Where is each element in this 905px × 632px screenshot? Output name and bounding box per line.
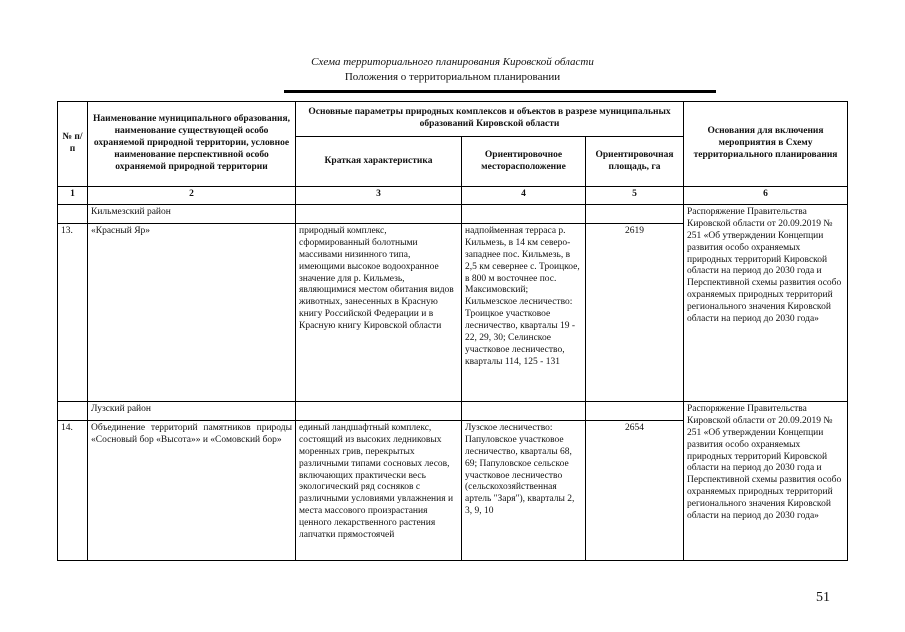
header-rule	[284, 90, 716, 93]
col-num-1: 1	[58, 187, 88, 205]
row-location: надпойменная терраса р. Кильмезь, в 14 км северо-западнее пос. Кильмезь, в 2,5 км севернее с. Троицкое, в 800 м восточнее пос. Максимовский; Кильмезское лесничество: Троицкое участковое лесничество, кварталы 19 - 22, 29, 30; Селинское участковое лесничество, кварталы 114, 125 - 131	[462, 224, 586, 402]
district-name: Лузский район	[88, 402, 296, 421]
col-num-4: 4	[462, 187, 586, 205]
head-location: Ориентировочное месторасположение	[462, 137, 586, 187]
row-number: 13.	[58, 224, 88, 402]
basis-cell: Распоряжение Правительства Кировской области от 20.09.2019 № 251 «Об утверждении Концепции развития особо охраняемых природных территорий Кировской области на период до 2030 года и Перспективной схемы развития особо охраняемых природных территорий регионального значения Кировской области на период до 2030 года»	[684, 402, 848, 561]
row-name: Объединение территорий памятников природы «Сосновый бор «Высота»» и «Сомовский бор»	[88, 421, 296, 561]
document-subtitle: Положения о территориальном планировании	[344, 71, 561, 83]
basis-cell: Распоряжение Правительства Кировской области от 20.09.2019 № 251 «Об утверждении Концепции развития особо охраняемых природных территорий Кировской области на период до 2030 года и Перспективной схемы развития особо охраняемых природных территорий регионального значения Кировской области на период до 2030 года»	[684, 205, 848, 402]
district-name: Кильмезский район	[88, 205, 296, 224]
row-area: 2654	[586, 421, 684, 561]
col-num-6: 6	[684, 187, 848, 205]
col-num-2: 2	[88, 187, 296, 205]
district-row	[58, 205, 848, 224]
row-location: Лузское лесничество: Папуловское участковое лесничество, кварталы 68, 69; Папуловское сельское участковое лесничество (сельскохозяйственная артель "Заря"), кварталы 2, 3, 9, 10	[462, 421, 586, 561]
page-number: 51	[816, 590, 830, 605]
protected-areas-table	[57, 101, 848, 561]
document-title: Схема территориального планирования Кировской области	[311, 56, 594, 68]
row-name: «Красный Яр»	[88, 224, 296, 402]
head-group: Основные параметры природных комплексов и объектов в разрезе муниципальных образований Кировской области	[296, 102, 684, 137]
column-numbers-row	[58, 187, 848, 205]
head-basis: Основания для включения мероприятия в Схему территориального планирования	[684, 102, 848, 187]
row-number: 14.	[58, 421, 88, 561]
row-area: 2619	[586, 224, 684, 402]
row-description: природный комплекс, сформированный болотными массивами низинного типа, имеющими высокое водоохранное значение для р. Кильмезь, являющимися местом обитания видов животных, занесенных в Красную книгу Российской Федерации и в Красную книгу Кировской области	[296, 224, 462, 402]
district-row	[58, 402, 848, 421]
col-num-5: 5	[586, 187, 684, 205]
head-name: Наименование муниципального образования, наименование существующей особо охраняемой природной территории, условное наименование перспективной особо охраняемой природной территории	[88, 102, 296, 187]
table-head-row-1	[58, 102, 848, 137]
head-description: Краткая характеристика	[296, 137, 462, 187]
head-area: Ориентировочная площадь, га	[586, 137, 684, 187]
row-description: единый ландшафтный комплекс, состоящий из высоких ледниковых моренных грив, перекрытых различными типами сосновых лесов, включающих практически весь экологический ряд сосняков с различными условиями увлажнения и места массового произрастания ценного лекарственного растения лапчатки прямостоячей	[296, 421, 462, 561]
col-num-3: 3	[296, 187, 462, 205]
head-number: № п/п	[58, 102, 88, 187]
